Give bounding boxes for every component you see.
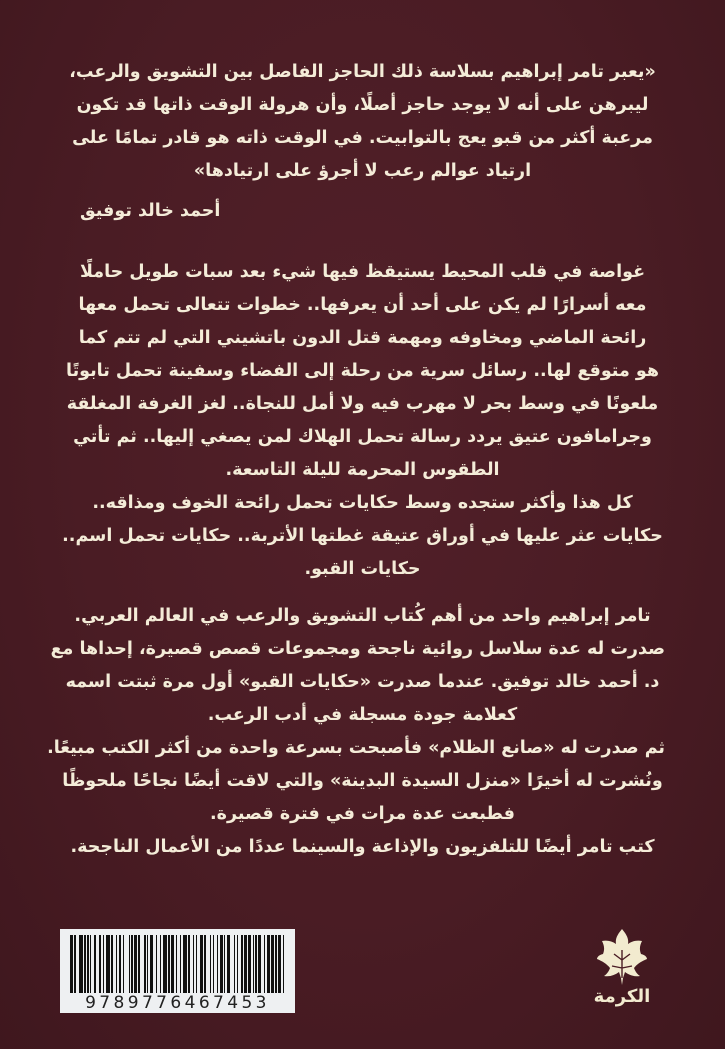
quote-line: ارتياد عوالم رعب لا أجرؤ على ارتيادها» [193,161,532,181]
bio-line: ثم صدرت له «صانع الظلام» فأصبحت بسرعة واحدة من أكثر الكتب مبيعًا. [47,738,665,758]
bio-line: ونُشرت له أخيرًا «منزل السيدة البدينة» والتي لاقت أيضًا نجاحًا ملحوظًا [62,771,663,791]
isbn-number: 9789776467453 [85,993,270,1013]
synopsis-line: حكايات القبو. [304,559,421,579]
grape-leaf-icon [596,928,648,986]
publisher-name: الكرمة [593,986,651,1007]
synopsis-line: الطقوس المحرمة لليلة التاسعة. [225,460,500,480]
barcode-bar [283,935,284,993]
synopsis-line: كل هذا وأكثر ستجده وسط حكايات تحمل رائحة الخوف ومذاقه.. [92,493,633,513]
barcode-bars [70,935,285,993]
quote-line: «يعبر تامر إبراهيم بسلاسة ذلك الحاجز الفاصل بين التشويق والرعب، [69,62,656,82]
synopsis-line: ملعونًا في وسط بحر لا مهرب فيه ولا أمل للنجاة.. لغز الغرفة المغلقة [66,394,659,414]
bio-line: تامر إبراهيم واحد من أهم كُتاب التشويق والرعب في العالم العربي. [74,606,651,626]
synopsis-line: حكايات عثر عليها في أوراق عتيقة غطتها الأتربة.. حكايات تحمل اسم.. [62,526,663,546]
synopsis-line: معه أسرارًا لم يكن على أحد أن يعرفها.. خطوات تتعالى تحمل معها [78,295,647,315]
synopsis [60,256,665,586]
bio-line: كتب تامر أيضًا للتلفزيون والإذاعة والسينما عددًا من الأعمال الناجحة. [70,837,655,857]
quote-line: ليبرهن على أنه لا يوجد حاجز أصلًا، وأن هرولة الوقت ذاتها قد تكون [76,95,649,115]
author-bio [47,600,665,864]
synopsis-line: رائحة الماضي ومخاوفه ومهمة قتل الدون باتشيني التي لم تتم كما [78,328,647,348]
quote-author: أحمد خالد توفيق [80,201,221,221]
publisher-logo [590,928,654,1007]
synopsis-line: وجرامافون عتيق يردد رسالة تحمل الهلاك لمن يصغي إليها.. ثم تأتي [73,427,652,447]
bio-line: كعلامة جودة مسجلة في أدب الرعب. [207,705,518,725]
isbn-barcode [60,929,295,1013]
quote-line: مرعبة أكثر من قبو يعج بالتوابيت. في الوقت ذاته هو قادر تمامًا على [72,128,653,148]
blurb-quote [60,56,665,188]
synopsis-line: هو متوقع لها.. رسائل سرية من رحلة إلى الفضاء وسفينة تحمل تابوتًا [66,361,659,381]
bio-line: صدرت له عدة سلاسل روائية ناجحة ومجموعات قصص قصيرة، إحداها مع [50,639,665,659]
bio-line: فطبعت عدة مرات في فترة قصيرة. [210,804,515,824]
synopsis-line: غواصة في قلب المحيط يستيقظ فيها شيء بعد سبات طويل حاملًا [79,262,646,282]
bio-line: د. أحمد خالد توفيق. عندما صدرت «حكايات القبو» أول مرة ثبتت اسمه [65,672,660,692]
